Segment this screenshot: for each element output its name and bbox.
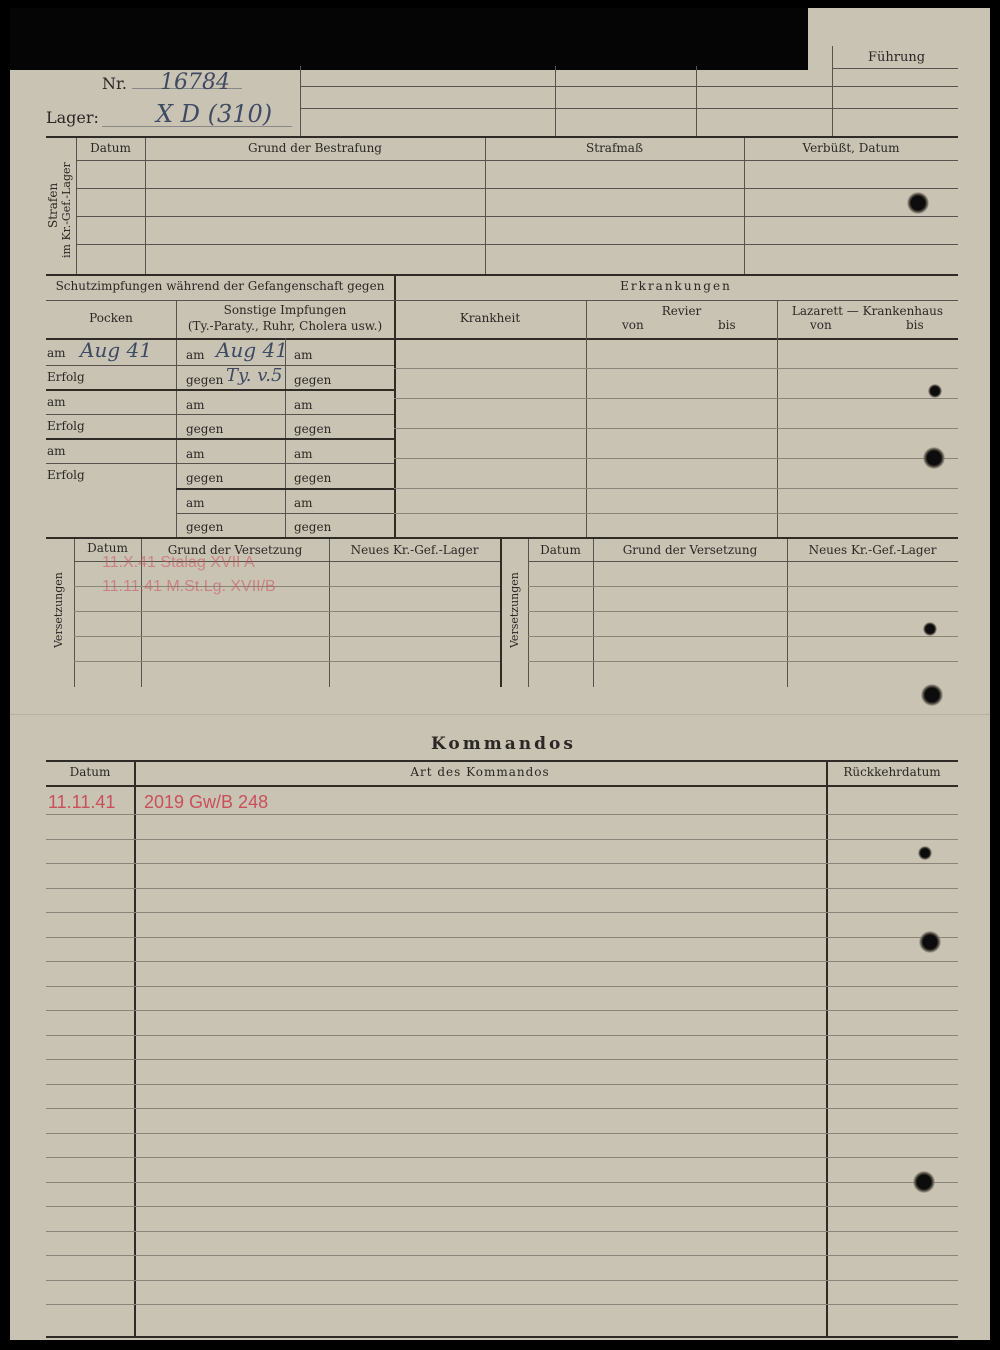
fuehrung-label: Führung bbox=[868, 50, 926, 65]
ruled-line bbox=[46, 1280, 958, 1281]
sonstige-am-1b: am bbox=[294, 348, 313, 362]
kommando-entry-date: 11.11.41 bbox=[48, 792, 116, 812]
sonstige-gegen-3a: gegen bbox=[186, 471, 224, 485]
section-rule bbox=[46, 274, 958, 276]
divider bbox=[74, 661, 500, 662]
divider bbox=[528, 661, 958, 662]
strafen-col-strafmass: Strafmaß bbox=[586, 141, 643, 155]
divider bbox=[300, 66, 301, 136]
punch-hole bbox=[913, 1171, 935, 1193]
divider bbox=[46, 414, 394, 415]
scan-border bbox=[10, 8, 808, 70]
lazarett-header: Lazarett — Krankenhaus bbox=[791, 304, 944, 318]
divider bbox=[46, 463, 394, 464]
ruled-line bbox=[46, 1108, 958, 1109]
divider bbox=[300, 86, 958, 87]
divider bbox=[76, 160, 958, 161]
ruled-line bbox=[46, 1304, 958, 1305]
krankheit-header: Krankheit bbox=[459, 311, 521, 325]
sonstige-header-2: (Ty.-Paraty., Ruhr, Cholera usw.) bbox=[187, 319, 383, 333]
pocken-erfolg-3: Erfolg bbox=[47, 468, 85, 482]
ruled-line bbox=[46, 986, 958, 987]
lager-value: X D (310) bbox=[156, 100, 273, 128]
sonstige-am-value: Aug 41 bbox=[216, 338, 288, 362]
ruled-line bbox=[46, 961, 958, 962]
strafen-side-label-2: im Kr.-Gef.-Lager bbox=[60, 162, 73, 258]
ruled-line bbox=[46, 1084, 958, 1085]
lager-label: Lager: bbox=[46, 108, 99, 127]
ruled-line bbox=[46, 1255, 958, 1256]
ruled-line bbox=[46, 1231, 958, 1232]
ruled-line bbox=[46, 863, 958, 864]
divider bbox=[76, 188, 958, 189]
kommandos-col-datum: Datum bbox=[69, 765, 111, 779]
sonstige-am-2a: am bbox=[186, 398, 205, 412]
pocken-am-value: Aug 41 bbox=[80, 338, 152, 362]
divider bbox=[777, 300, 778, 538]
pocken-erfolg-2: Erfolg bbox=[47, 419, 85, 433]
revier-von: von bbox=[622, 318, 644, 332]
divider bbox=[46, 438, 394, 440]
sonstige-am-1a: am bbox=[186, 348, 205, 362]
pocken-header: Pocken bbox=[89, 311, 133, 325]
ruled-line bbox=[46, 1157, 958, 1158]
sonstige-gegen-3b: gegen bbox=[294, 471, 332, 485]
section-rule bbox=[46, 785, 958, 787]
versetzung-stamp-2: 11.11.41 M.St.Lg. XVII/B bbox=[102, 578, 276, 595]
ruled-line bbox=[46, 1035, 958, 1036]
divider bbox=[832, 46, 833, 136]
impfungen-title: Schutzimpfungen während der Gefangenschaft gegen bbox=[55, 279, 385, 293]
ruled-line bbox=[46, 839, 958, 840]
ruled-line bbox=[46, 1059, 958, 1060]
divider bbox=[76, 138, 77, 274]
punch-hole bbox=[923, 447, 945, 469]
divider bbox=[300, 108, 958, 109]
divider bbox=[394, 368, 958, 369]
divider bbox=[134, 762, 136, 1338]
sonstige-gegen-1b: gegen bbox=[294, 373, 332, 387]
divider bbox=[74, 611, 500, 612]
divider bbox=[46, 300, 958, 301]
ruled-line bbox=[46, 888, 958, 889]
versetzungen-col-datum-right: Datum bbox=[540, 543, 581, 557]
punch-hole bbox=[907, 192, 929, 214]
divider bbox=[500, 539, 502, 687]
strafen-col-grund: Grund der Bestrafung bbox=[248, 141, 382, 155]
strafen-col-datum: Datum bbox=[90, 141, 131, 155]
versetzungen-col-neues-left: Neues Kr.-Gef.-Lager bbox=[350, 543, 479, 557]
kommandos-col-rueckkehr: Rückkehrdatum bbox=[843, 765, 941, 779]
versetzung-stamp-1: 11.X.41 Stalag XVII A bbox=[102, 554, 255, 571]
divider bbox=[528, 561, 958, 562]
record-card bbox=[10, 8, 990, 1340]
pocken-am-3: am bbox=[47, 444, 66, 458]
pocken-erfolg-1: Erfolg bbox=[47, 370, 85, 384]
section-rule bbox=[46, 537, 958, 539]
divider bbox=[744, 138, 745, 274]
sonstige-header-1: Sonstige Impfungen bbox=[223, 303, 347, 317]
divider bbox=[46, 389, 394, 391]
ruled-line bbox=[46, 1206, 958, 1207]
sonstige-am-3b: am bbox=[294, 447, 313, 461]
section-rule bbox=[46, 136, 958, 138]
divider bbox=[826, 762, 828, 1338]
strafen-side-label-1: Strafen bbox=[46, 182, 60, 228]
strafen-col-verbuesst: Verbüßt, Datum bbox=[802, 141, 900, 155]
divider bbox=[394, 488, 958, 489]
divider bbox=[555, 66, 556, 136]
divider bbox=[76, 216, 958, 217]
sonstige-gegen-4a: gegen bbox=[186, 520, 224, 534]
ruled-line bbox=[46, 912, 958, 913]
versetzungen-side-label-right: Versetzungen bbox=[508, 572, 521, 648]
ruled-line bbox=[46, 1182, 958, 1183]
sonstige-gegen-2b: gegen bbox=[294, 422, 332, 436]
divider bbox=[176, 513, 394, 514]
ruled-line bbox=[46, 937, 958, 938]
divider bbox=[176, 488, 394, 490]
divider bbox=[485, 138, 486, 274]
punch-hole bbox=[923, 622, 937, 636]
revier-bis: bis bbox=[718, 318, 736, 332]
divider bbox=[586, 300, 587, 538]
kommando-entry-text: 2019 Gw/B 248 bbox=[144, 792, 269, 812]
kommandos-col-art: Art des Kommandos bbox=[410, 765, 550, 779]
sonstige-gegen-4b: gegen bbox=[294, 520, 332, 534]
punch-hole bbox=[919, 931, 941, 953]
nr-label: Nr. bbox=[102, 74, 127, 93]
ruled-line bbox=[46, 1010, 958, 1011]
divider bbox=[394, 428, 958, 429]
divider bbox=[176, 300, 177, 538]
ruled-line bbox=[46, 1133, 958, 1134]
divider bbox=[76, 244, 958, 245]
divider bbox=[528, 611, 958, 612]
sonstige-gegen-1a: gegen bbox=[186, 373, 224, 387]
revier-header: Revier bbox=[661, 304, 702, 318]
section-rule bbox=[46, 1336, 958, 1338]
sonstige-am-2b: am bbox=[294, 398, 313, 412]
divider bbox=[696, 66, 697, 136]
lazarett-von: von bbox=[810, 318, 832, 332]
divider bbox=[394, 398, 958, 399]
divider bbox=[528, 586, 958, 587]
nr-value: 16784 bbox=[160, 70, 230, 95]
divider bbox=[74, 636, 500, 637]
divider bbox=[394, 458, 958, 459]
punch-hole bbox=[918, 846, 932, 860]
versetzungen-side-label-left: Versetzungen bbox=[52, 572, 65, 648]
erkrankungen-title: Erkrankungen bbox=[620, 279, 732, 293]
sonstige-gegen-2a: gegen bbox=[186, 422, 224, 436]
versetzungen-col-neues-right: Neues Kr.-Gef.-Lager bbox=[808, 543, 937, 557]
sonstige-gegen-value: Ty. v.5 bbox=[226, 365, 283, 386]
divider bbox=[394, 513, 958, 514]
section-rule bbox=[46, 338, 958, 340]
divider bbox=[832, 68, 958, 69]
pocken-am-1: am bbox=[47, 346, 66, 360]
versetzungen-col-datum-left: Datum bbox=[87, 541, 128, 555]
section-rule bbox=[46, 760, 958, 762]
versetzungen-col-grund-left: Grund der Versetzung bbox=[167, 543, 303, 557]
pocken-am-2: am bbox=[47, 395, 66, 409]
divider bbox=[528, 636, 958, 637]
sonstige-am-4a: am bbox=[186, 496, 205, 510]
ruled-line bbox=[46, 814, 958, 815]
divider bbox=[46, 365, 394, 366]
versetzungen-col-grund-right: Grund der Versetzung bbox=[622, 543, 758, 557]
fold-line bbox=[10, 714, 990, 715]
divider bbox=[145, 138, 146, 274]
sonstige-am-4b: am bbox=[294, 496, 313, 510]
lazarett-bis: bis bbox=[906, 318, 924, 332]
sonstige-am-3a: am bbox=[186, 447, 205, 461]
kommandos-title: Kommandos bbox=[431, 734, 576, 754]
punch-hole bbox=[921, 684, 943, 706]
punch-hole bbox=[928, 384, 942, 398]
